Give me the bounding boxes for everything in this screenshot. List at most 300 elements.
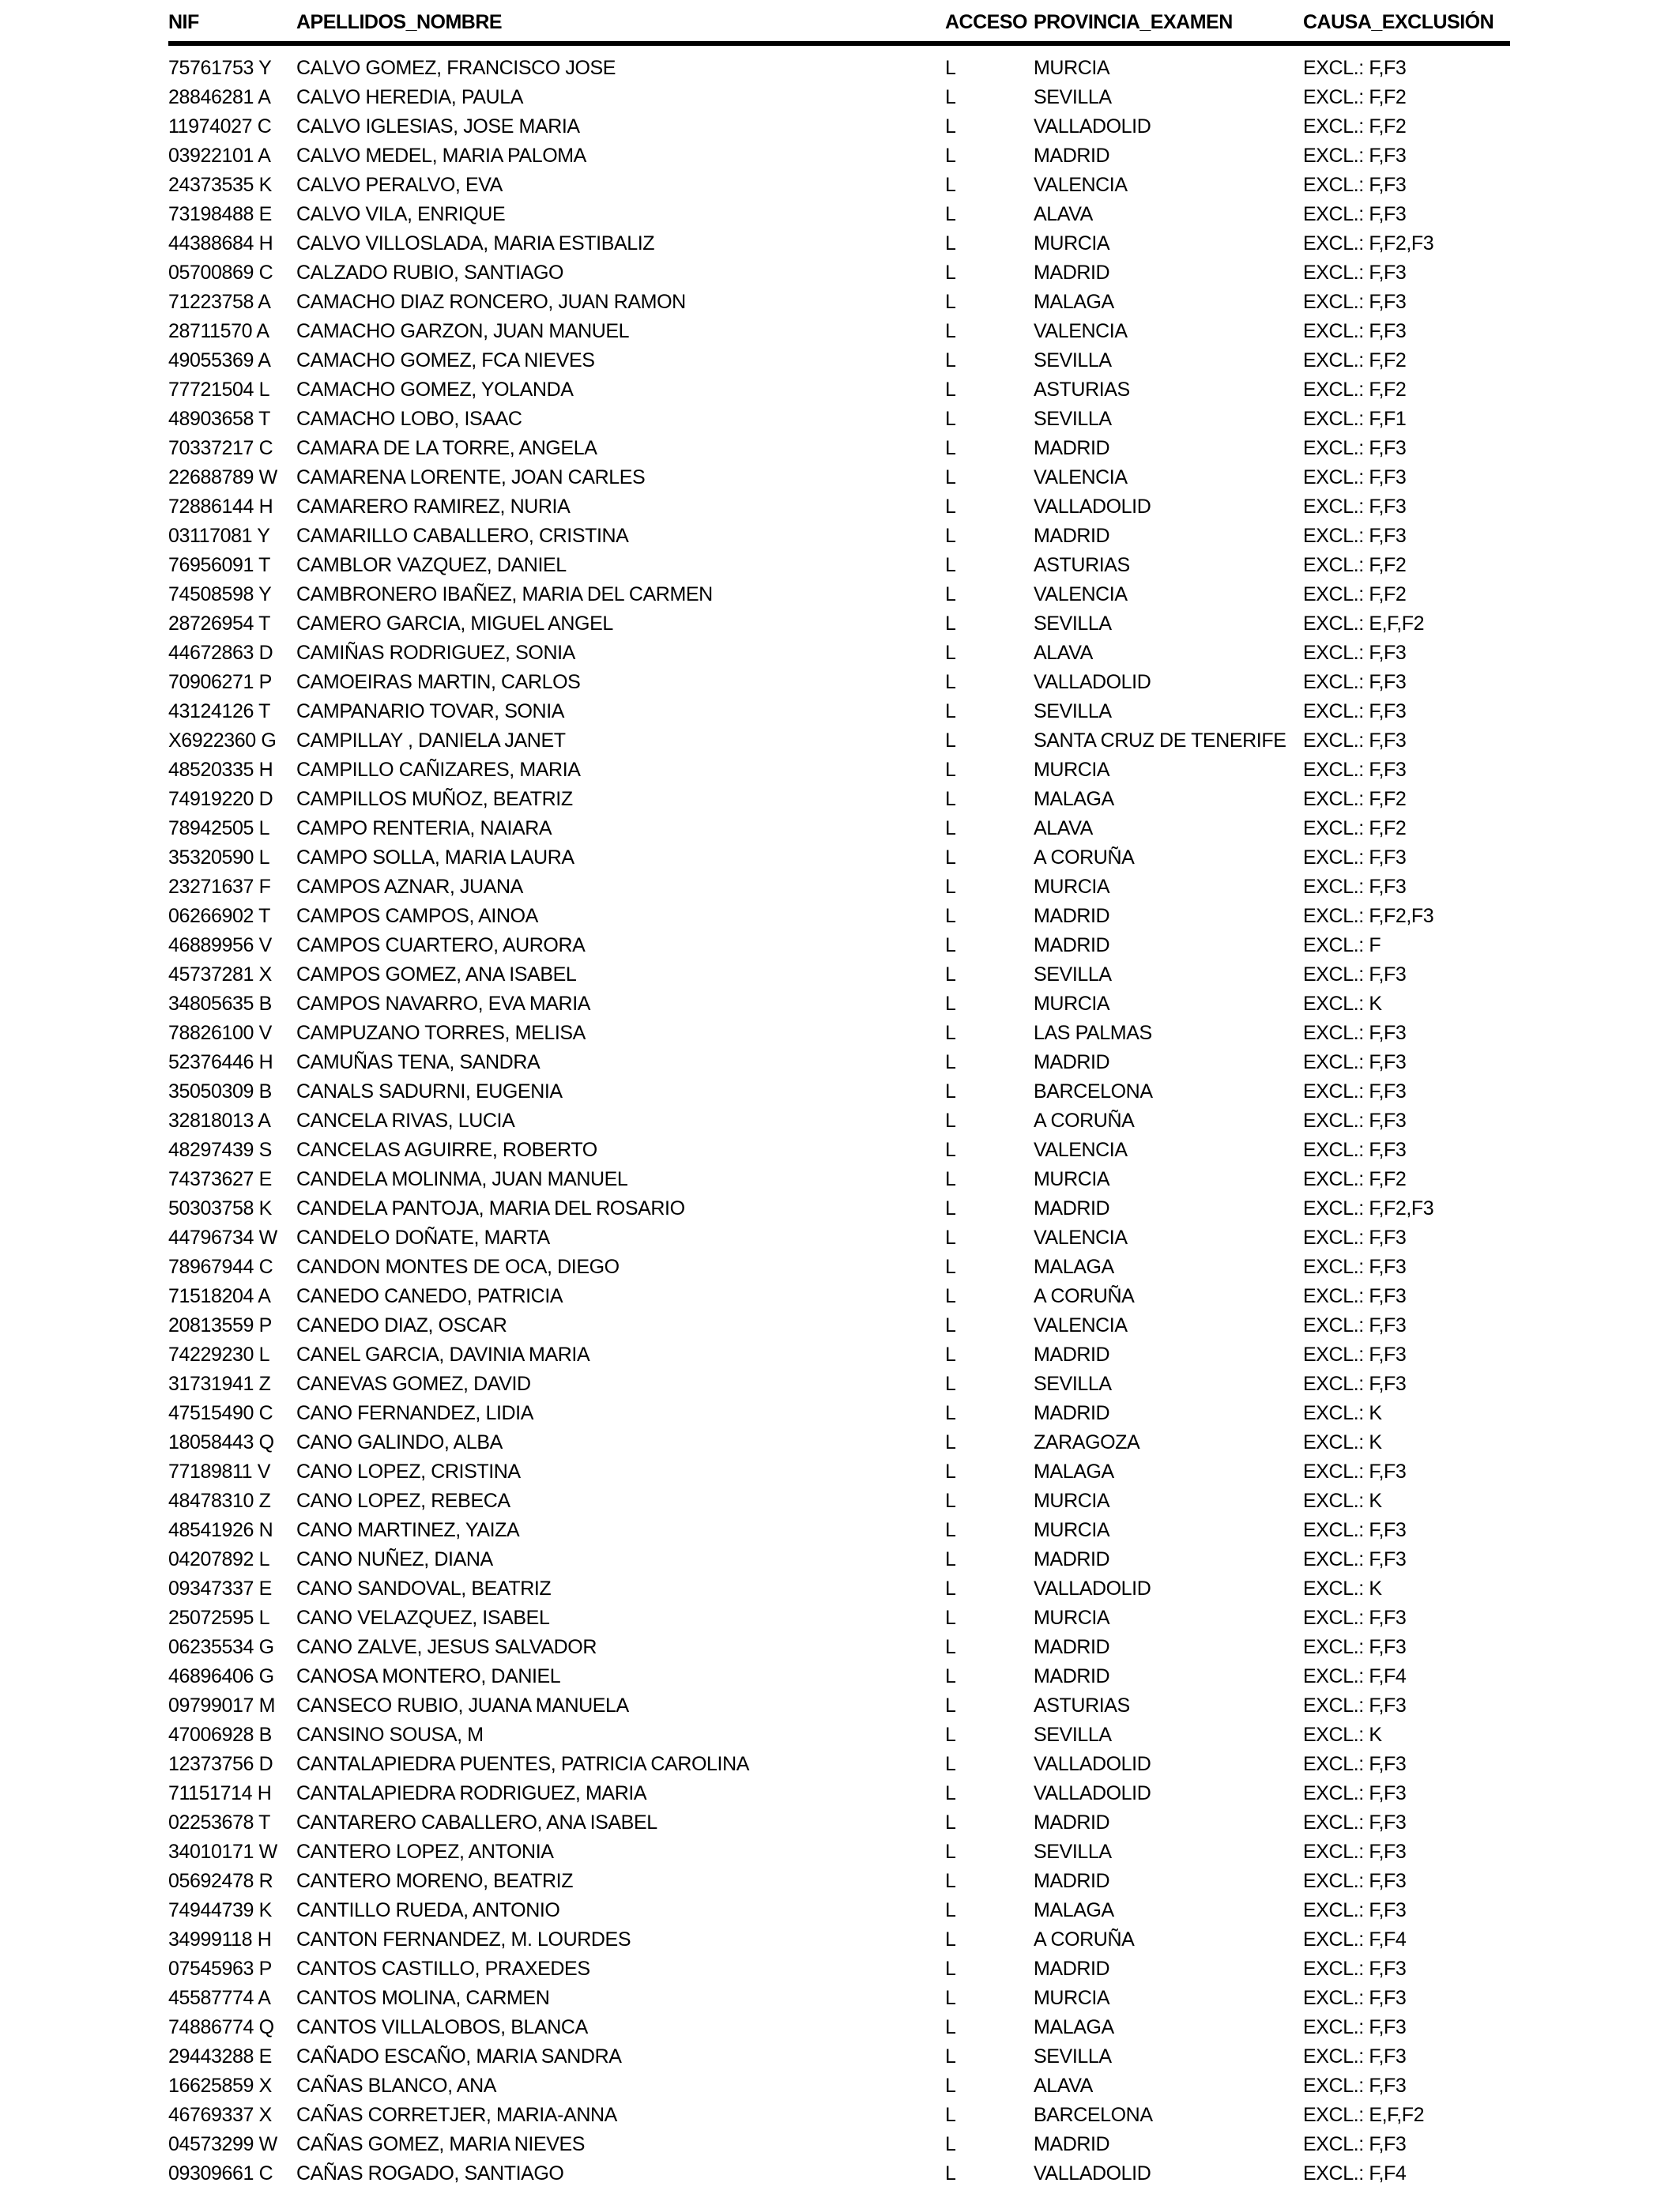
table-row	[168, 1779, 1510, 1808]
cell-nif: 71518204 A	[168, 1285, 271, 1307]
cell-nif: 74886774 Q	[168, 2016, 274, 2038]
cell-acceso: L	[945, 963, 956, 986]
cell-provincia: MALAGA	[1034, 1899, 1114, 1921]
cell-acceso: L	[945, 349, 956, 371]
cell-causa: EXCL.: F,F3	[1303, 1899, 1407, 1921]
cell-provincia: MADRID	[1034, 1636, 1110, 1658]
cell-acceso: L	[945, 554, 956, 576]
table-row	[168, 1487, 1510, 1516]
cell-causa: EXCL.: F,F2	[1303, 379, 1407, 401]
cell-nombre: CAMPOS GOMEZ, ANA ISABEL	[296, 963, 577, 986]
cell-acceso: L	[945, 2133, 956, 2155]
table-row	[168, 843, 1510, 873]
cell-provincia: MURCIA	[1034, 993, 1110, 1015]
cell-acceso: L	[945, 1080, 956, 1103]
table-row	[168, 1604, 1510, 1633]
cell-acceso: L	[945, 1607, 956, 1629]
cell-nombre: CAMERO GARCIA, MIGUEL ANGEL	[296, 613, 613, 635]
table-row	[168, 1106, 1510, 1136]
cell-nombre: CAÑAS GOMEZ, MARIA NIEVES	[296, 2133, 586, 2155]
cell-acceso: L	[945, 1490, 956, 1512]
cell-provincia: ALAVA	[1034, 642, 1093, 664]
cell-provincia: MADRID	[1034, 934, 1110, 956]
cell-nif: 71223758 A	[168, 291, 271, 313]
cell-causa: EXCL.: K	[1303, 1724, 1382, 1746]
cell-provincia: MADRID	[1034, 1344, 1110, 1366]
cell-nif: 23271637 F	[168, 876, 271, 898]
cell-acceso: L	[945, 57, 956, 79]
table-row	[168, 1955, 1510, 1984]
cell-causa: EXCL.: F,F3	[1303, 1519, 1407, 1541]
cell-acceso: L	[945, 1256, 956, 1278]
cell-nif: 35320590 L	[168, 846, 270, 869]
cell-nombre: CANTALAPIEDRA RODRIGUEZ, MARIA	[296, 1782, 647, 1804]
cell-nif: 74373627 E	[168, 1168, 272, 1190]
cell-causa: EXCL.: F,F3	[1303, 203, 1407, 225]
cell-causa: EXCL.: F,F3	[1303, 1870, 1407, 1892]
cell-nif: 29443288 E	[168, 2045, 272, 2068]
table-row	[168, 2013, 1510, 2042]
cell-nombre: CANOSA MONTERO, DANIEL	[296, 1665, 561, 1687]
cell-nif: 48541926 N	[168, 1519, 273, 1541]
cell-causa: EXCL.: F,F4	[1303, 1665, 1407, 1687]
cell-nombre: CANTERO MORENO, BEATRIZ	[296, 1870, 574, 1892]
cell-nif: 74229230 L	[168, 1344, 270, 1366]
table-row	[168, 288, 1510, 317]
cell-causa: EXCL.: F,F3	[1303, 642, 1407, 664]
table-row	[168, 1633, 1510, 1662]
table-row	[168, 229, 1510, 258]
cell-acceso: L	[945, 1987, 956, 2009]
cell-nif: 02253678 T	[168, 1811, 270, 1834]
cell-causa: EXCL.: F,F3	[1303, 2045, 1407, 2068]
cell-provincia: VALLADOLID	[1034, 1753, 1151, 1775]
cell-provincia: VALENCIA	[1034, 466, 1128, 488]
cell-nif: X6922360 G	[168, 729, 277, 752]
cell-nombre: CAMACHO GARZON, JUAN MANUEL	[296, 320, 630, 342]
cell-provincia: ASTURIAS	[1034, 1695, 1130, 1717]
cell-acceso: L	[945, 1110, 956, 1132]
table-row	[168, 990, 1510, 1019]
cell-nif: 46769337 X	[168, 2104, 272, 2126]
cell-nombre: CALVO VILA, ENRIQUE	[296, 203, 506, 225]
cell-causa: EXCL.: F,F3	[1303, 1548, 1407, 1570]
cell-nombre: CANTALAPIEDRA PUENTES, PATRICIA CAROLINA	[296, 1753, 750, 1775]
column-header-apellidos-nombre: APELLIDOS_NOMBRE	[296, 11, 945, 43]
cell-nombre: CANEDO DIAZ, OSCAR	[296, 1314, 507, 1336]
cell-provincia: VALENCIA	[1034, 583, 1128, 605]
cell-nif: 48903658 T	[168, 408, 270, 430]
cell-causa: EXCL.: F,F3	[1303, 145, 1407, 167]
table-row	[168, 1282, 1510, 1311]
cell-nombre: CALVO VILLOSLADA, MARIA ESTIBALIZ	[296, 232, 655, 254]
table-row	[168, 697, 1510, 726]
cell-provincia: BARCELONA	[1034, 2104, 1153, 2126]
cell-acceso: L	[945, 2075, 956, 2097]
cell-causa: EXCL.: F,F3	[1303, 262, 1407, 284]
cell-nif: 47006928 B	[168, 1724, 272, 1746]
cell-causa: EXCL.: F,F3	[1303, 320, 1407, 342]
cell-nombre: CALVO IGLESIAS, JOSE MARIA	[296, 115, 580, 138]
cell-acceso: L	[945, 320, 956, 342]
table-row	[168, 375, 1510, 405]
cell-nombre: CANCELA RIVAS, LUCIA	[296, 1110, 515, 1132]
table-row	[168, 405, 1510, 434]
cell-nombre: CANO NUÑEZ, DIANA	[296, 1548, 493, 1570]
table-row	[168, 902, 1510, 931]
cell-provincia: A CORUÑA	[1034, 1928, 1135, 1951]
cell-acceso: L	[945, 642, 956, 664]
cell-causa: EXCL.: F,F3	[1303, 1022, 1407, 1044]
cell-causa: EXCL.: E,F,F2	[1303, 2104, 1425, 2126]
cell-causa: EXCL.: F,F3	[1303, 57, 1407, 79]
cell-acceso: L	[945, 1285, 956, 1307]
table-row	[168, 785, 1510, 814]
table-row	[168, 1457, 1510, 1487]
table-row	[168, 1867, 1510, 1896]
cell-acceso: L	[945, 379, 956, 401]
cell-nif: 16625859 X	[168, 2075, 272, 2097]
cell-provincia: A CORUÑA	[1034, 1285, 1135, 1307]
cell-nombre: CANTERO LOPEZ, ANTONIA	[296, 1841, 554, 1863]
table-row	[168, 1516, 1510, 1545]
cell-acceso: L	[945, 232, 956, 254]
table-row	[168, 141, 1510, 171]
cell-causa: EXCL.: F,F3	[1303, 1256, 1407, 1278]
table-row	[168, 1808, 1510, 1838]
cell-nif: 74944739 K	[168, 1899, 272, 1921]
cell-provincia: VALENCIA	[1034, 1314, 1128, 1336]
cell-acceso: L	[945, 2045, 956, 2068]
cell-nombre: CAMPO RENTERIA, NAIARA	[296, 817, 552, 839]
table-row	[168, 2042, 1510, 2071]
cell-causa: EXCL.: F,F4	[1303, 1928, 1407, 1951]
table-row	[168, 2130, 1510, 2159]
cell-causa: EXCL.: F,F2	[1303, 115, 1407, 138]
cell-provincia: MADRID	[1034, 145, 1110, 167]
cell-nombre: CANTARERO CABALLERO, ANA ISABEL	[296, 1811, 657, 1834]
cell-provincia: MADRID	[1034, 1402, 1110, 1424]
cell-causa: EXCL.: F,F3	[1303, 1841, 1407, 1863]
cell-causa: EXCL.: F,F3	[1303, 1461, 1407, 1483]
cell-causa: EXCL.: F,F3	[1303, 846, 1407, 869]
cell-causa: EXCL.: F,F3	[1303, 671, 1407, 693]
table-row	[168, 551, 1510, 580]
cell-causa: EXCL.: F,F2,F3	[1303, 905, 1434, 927]
cell-nif: 74508598 Y	[168, 583, 272, 605]
cell-nombre: CANTOS CASTILLO, PRAXEDES	[296, 1958, 590, 1980]
cell-nombre: CALVO GOMEZ, FRANCISCO JOSE	[296, 57, 616, 79]
cell-nombre: CANTILLO RUEDA, ANTONIO	[296, 1899, 560, 1921]
cell-nif: 78942505 L	[168, 817, 270, 839]
cell-acceso: L	[945, 1373, 956, 1395]
table-row	[168, 1896, 1510, 1925]
cell-acceso: L	[945, 759, 956, 781]
cell-provincia: SEVILLA	[1034, 349, 1112, 371]
table-row	[168, 1340, 1510, 1370]
cell-nif: 34010171 W	[168, 1841, 277, 1863]
cell-provincia: VALLADOLID	[1034, 1782, 1151, 1804]
cell-provincia: MALAGA	[1034, 1461, 1114, 1483]
cell-nombre: CANO LOPEZ, REBECA	[296, 1490, 510, 1512]
cell-provincia: MADRID	[1034, 437, 1110, 459]
table-row	[168, 668, 1510, 697]
cell-acceso: L	[945, 905, 956, 927]
cell-acceso: L	[945, 1314, 956, 1336]
cell-causa: EXCL.: F,F3	[1303, 466, 1407, 488]
table-row	[168, 1370, 1510, 1399]
table-row	[168, 2071, 1510, 2101]
cell-nif: 44388684 H	[168, 232, 273, 254]
exclusion-table	[168, 11, 1510, 2188]
cell-provincia: MADRID	[1034, 2133, 1110, 2155]
cell-provincia: A CORUÑA	[1034, 1110, 1135, 1132]
cell-provincia: A CORUÑA	[1034, 846, 1135, 869]
cell-nif: 44672863 D	[168, 642, 273, 664]
cell-nombre: CAMARILLO CABALLERO, CRISTINA	[296, 525, 629, 547]
cell-provincia: ZARAGOZA	[1034, 1431, 1140, 1453]
table-row	[168, 346, 1510, 375]
cell-provincia: MURCIA	[1034, 57, 1110, 79]
cell-acceso: L	[945, 1665, 956, 1687]
column-header-nif: NIF	[168, 11, 296, 43]
cell-nif: 28726954 T	[168, 613, 270, 635]
cell-acceso: L	[945, 291, 956, 313]
cell-nif: 48297439 S	[168, 1139, 272, 1161]
table-row	[168, 1194, 1510, 1223]
cell-causa: EXCL.: F,F3	[1303, 1314, 1407, 1336]
cell-provincia: SEVILLA	[1034, 613, 1112, 635]
cell-causa: EXCL.: F,F2	[1303, 788, 1407, 810]
table-row	[168, 639, 1510, 668]
cell-causa: EXCL.: F,F3	[1303, 700, 1407, 722]
cell-nif: 77721504 L	[168, 379, 270, 401]
cell-nif: 78826100 V	[168, 1022, 272, 1044]
cell-nif: 12373756 D	[168, 1753, 273, 1775]
cell-provincia: MALAGA	[1034, 1256, 1114, 1278]
cell-nif: 20813559 P	[168, 1314, 272, 1336]
cell-nif: 44796734 W	[168, 1227, 277, 1249]
cell-acceso: L	[945, 729, 956, 752]
cell-causa: EXCL.: F,F4	[1303, 2162, 1407, 2185]
cell-nombre: CAÑAS BLANCO, ANA	[296, 2075, 497, 2097]
cell-provincia: MADRID	[1034, 1197, 1110, 1220]
cell-causa: EXCL.: F,F3	[1303, 2016, 1407, 2038]
cell-nombre: CANDELA PANTOJA, MARIA DEL ROSARIO	[296, 1197, 685, 1220]
cell-nombre: CANTON FERNANDEZ, M. LOURDES	[296, 1928, 631, 1951]
cell-nif: 18058443 Q	[168, 1431, 274, 1453]
cell-nombre: CANEVAS GOMEZ, DAVID	[296, 1373, 531, 1395]
cell-acceso: L	[945, 115, 956, 138]
cell-provincia: SEVILLA	[1034, 963, 1112, 986]
cell-nif: 22688789 W	[168, 466, 277, 488]
cell-nif: 72886144 H	[168, 496, 273, 518]
cell-nif: 52376446 H	[168, 1051, 273, 1073]
cell-provincia: SEVILLA	[1034, 86, 1112, 108]
cell-nombre: CAÑAS ROGADO, SANTIAGO	[296, 2162, 564, 2185]
cell-acceso: L	[945, 613, 956, 635]
cell-causa: EXCL.: F,F3	[1303, 1811, 1407, 1834]
cell-causa: EXCL.: E,F,F2	[1303, 613, 1425, 635]
cell-nif: 74919220 D	[168, 788, 273, 810]
table-row	[168, 1136, 1510, 1165]
cell-causa: EXCL.: K	[1303, 1431, 1382, 1453]
cell-acceso: L	[945, 1461, 956, 1483]
cell-provincia: MADRID	[1034, 1958, 1110, 1980]
cell-nif: 04207892 L	[168, 1548, 270, 1570]
cell-nombre: CAMPILLOS MUÑOZ, BEATRIZ	[296, 788, 573, 810]
table-row	[168, 83, 1510, 112]
table-row	[168, 258, 1510, 288]
cell-acceso: L	[945, 788, 956, 810]
cell-acceso: L	[945, 1782, 956, 1804]
cell-causa: EXCL.: F,F3	[1303, 1753, 1407, 1775]
table-row	[168, 580, 1510, 609]
cell-provincia: BARCELONA	[1034, 1080, 1153, 1103]
cell-provincia: SEVILLA	[1034, 1373, 1112, 1395]
cell-nif: 31731941 Z	[168, 1373, 271, 1395]
cell-nif: 49055369 A	[168, 349, 271, 371]
table-row	[168, 2101, 1510, 2130]
cell-acceso: L	[945, 408, 956, 430]
cell-nif: 75761753 Y	[168, 57, 272, 79]
table-row	[168, 1165, 1510, 1194]
cell-provincia: MALAGA	[1034, 788, 1114, 810]
cell-causa: EXCL.: F,F3	[1303, 963, 1407, 986]
cell-nombre: CAMARA DE LA TORRE, ANGELA	[296, 437, 597, 459]
table-row	[168, 1838, 1510, 1867]
cell-causa: EXCL.: F,F2	[1303, 86, 1407, 108]
cell-provincia: ASTURIAS	[1034, 379, 1130, 401]
cell-provincia: MALAGA	[1034, 2016, 1114, 2038]
cell-provincia: ALAVA	[1034, 817, 1093, 839]
table-row	[168, 873, 1510, 902]
table-row	[168, 522, 1510, 551]
cell-provincia: MURCIA	[1034, 232, 1110, 254]
cell-nombre: CANDON MONTES DE OCA, DIEGO	[296, 1256, 620, 1278]
cell-nombre: CANO FERNANDEZ, LIDIA	[296, 1402, 533, 1424]
cell-acceso: L	[945, 1022, 956, 1044]
table-row	[168, 1399, 1510, 1428]
cell-provincia: MADRID	[1034, 1665, 1110, 1687]
cell-provincia: VALLADOLID	[1034, 2162, 1151, 2185]
cell-nif: 71151714 H	[168, 1782, 272, 1804]
table-row	[168, 2159, 1510, 2188]
cell-acceso: L	[945, 1519, 956, 1541]
table-row	[168, 317, 1510, 346]
cell-acceso: L	[945, 1344, 956, 1366]
cell-acceso: L	[945, 1168, 956, 1190]
cell-provincia: VALLADOLID	[1034, 115, 1151, 138]
cell-provincia: SANTA CRUZ DE TENERIFE	[1034, 729, 1286, 752]
cell-nombre: CANSINO SOUSA, M	[296, 1724, 484, 1746]
cell-nombre: CANEDO CANEDO, PATRICIA	[296, 1285, 563, 1307]
table-row	[168, 1223, 1510, 1253]
cell-nombre: CAMPO SOLLA, MARIA LAURA	[296, 846, 574, 869]
cell-acceso: L	[945, 1753, 956, 1775]
cell-acceso: L	[945, 1811, 956, 1834]
cell-acceso: L	[945, 2162, 956, 2185]
cell-nombre: CANCELAS AGUIRRE, ROBERTO	[296, 1139, 597, 1161]
cell-causa: EXCL.: F,F3	[1303, 759, 1407, 781]
cell-nombre: CAMBRONERO IBAÑEZ, MARIA DEL CARMEN	[296, 583, 713, 605]
cell-nombre: CAMACHO LOBO, ISAAC	[296, 408, 522, 430]
table-row	[168, 1662, 1510, 1691]
cell-provincia: MURCIA	[1034, 1519, 1110, 1541]
table-row	[168, 726, 1510, 756]
cell-nif: 34999118 H	[168, 1928, 272, 1951]
cell-causa: EXCL.: K	[1303, 1578, 1382, 1600]
cell-acceso: L	[945, 1197, 956, 1220]
cell-nombre: CAMPANARIO TOVAR, SONIA	[296, 700, 565, 722]
cell-causa: EXCL.: F,F3	[1303, 496, 1407, 518]
cell-acceso: L	[945, 203, 956, 225]
cell-nombre: CAMACHO DIAZ RONCERO, JUAN RAMON	[296, 291, 686, 313]
cell-nif: 09799017 M	[168, 1695, 276, 1717]
cell-nombre: CAMIÑAS RODRIGUEZ, SONIA	[296, 642, 575, 664]
cell-causa: EXCL.: F,F3	[1303, 1285, 1407, 1307]
cell-acceso: L	[945, 86, 956, 108]
cell-acceso: L	[945, 1899, 956, 1921]
cell-causa: EXCL.: F,F3	[1303, 1987, 1407, 2009]
cell-provincia: VALENCIA	[1034, 320, 1128, 342]
table-row	[168, 43, 1510, 83]
cell-nif: 09347337 E	[168, 1578, 272, 1600]
cell-causa: EXCL.: F,F3	[1303, 437, 1407, 459]
cell-provincia: MADRID	[1034, 525, 1110, 547]
cell-provincia: ASTURIAS	[1034, 554, 1130, 576]
cell-acceso: L	[945, 1870, 956, 1892]
cell-nombre: CANEL GARCIA, DAVINIA MARIA	[296, 1344, 590, 1366]
cell-causa: EXCL.: F,F2,F3	[1303, 1197, 1434, 1220]
cell-causa: EXCL.: F,F3	[1303, 2133, 1407, 2155]
cell-causa: EXCL.: F,F2	[1303, 1168, 1407, 1190]
cell-provincia: MURCIA	[1034, 759, 1110, 781]
cell-causa: EXCL.: F	[1303, 934, 1381, 956]
cell-provincia: MADRID	[1034, 905, 1110, 927]
table-row	[168, 1574, 1510, 1604]
cell-acceso: L	[945, 876, 956, 898]
cell-nombre: CALVO PERALVO, EVA	[296, 174, 503, 196]
cell-provincia: MALAGA	[1034, 291, 1114, 313]
cell-causa: EXCL.: F,F3	[1303, 1695, 1407, 1717]
table-row	[168, 960, 1510, 990]
table-row	[168, 931, 1510, 960]
cell-nif: 43124126 T	[168, 700, 270, 722]
cell-causa: EXCL.: F,F1	[1303, 408, 1407, 430]
cell-causa: EXCL.: F,F2	[1303, 554, 1407, 576]
cell-causa: EXCL.: K	[1303, 1402, 1382, 1424]
cell-causa: EXCL.: F,F3	[1303, 1227, 1407, 1249]
column-header-provincia-examen: PROVINCIA_EXAMEN	[1034, 11, 1303, 43]
cell-acceso: L	[945, 1051, 956, 1073]
table-row	[168, 1721, 1510, 1750]
table-row	[168, 1019, 1510, 1048]
cell-acceso: L	[945, 1227, 956, 1249]
cell-causa: EXCL.: K	[1303, 993, 1382, 1015]
cell-causa: EXCL.: F,F3	[1303, 1782, 1407, 1804]
cell-causa: EXCL.: F,F3	[1303, 291, 1407, 313]
cell-causa: EXCL.: F,F3	[1303, 174, 1407, 196]
cell-acceso: L	[945, 145, 956, 167]
cell-causa: EXCL.: F,F3	[1303, 1080, 1407, 1103]
table-row	[168, 1077, 1510, 1106]
table-row	[168, 814, 1510, 843]
cell-nombre: CANO GALINDO, ALBA	[296, 1431, 503, 1453]
table-row	[168, 609, 1510, 639]
cell-nif: 45737281 X	[168, 963, 272, 986]
cell-acceso: L	[945, 1841, 956, 1863]
